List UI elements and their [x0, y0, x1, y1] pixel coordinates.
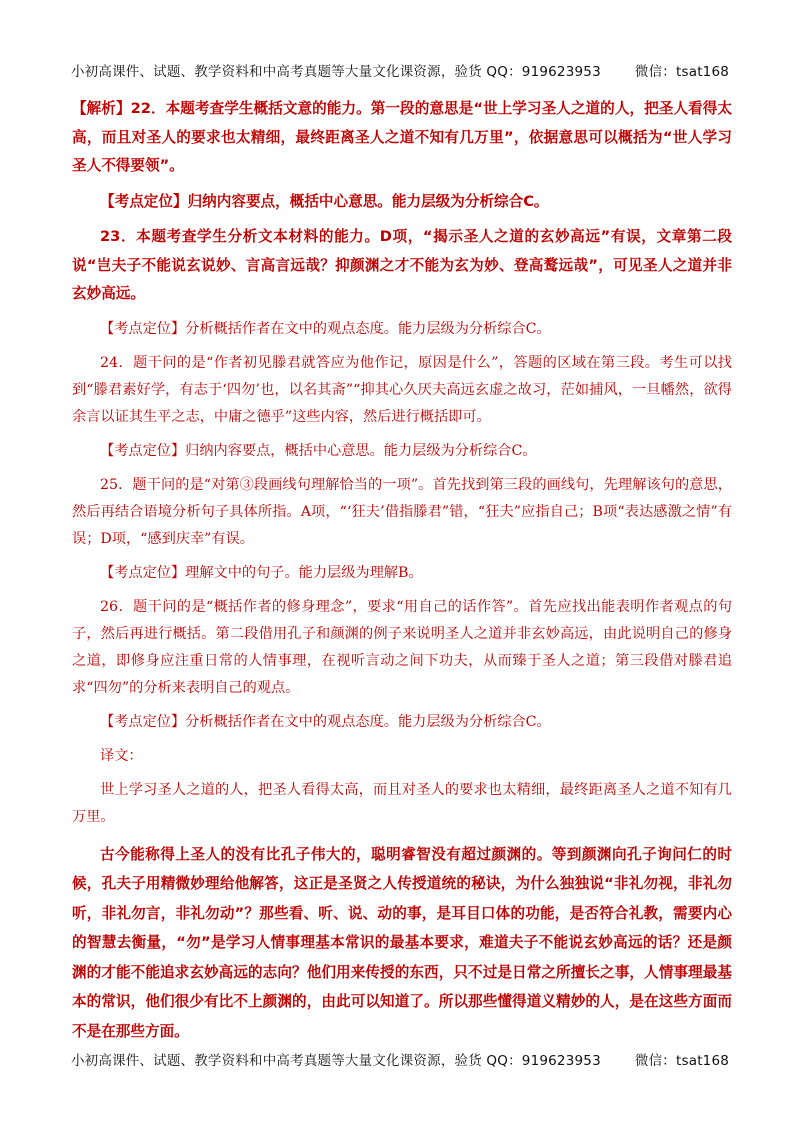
- analysis-26: 26．题干问的是“概括作者的修身理念”，要求“用自己的话作答”。首先应找出能表明作者观点的句子，然后再进行概括。第二段借用孔子和颜渊的例子来说明圣人之道并非玄妙高远，由此说明自己的修身之道，即修身应注重日常的人情事理，在视听言动之间下功夫，从而臻于圣人之道；第三段借对滕君追求“四勿”的分析来表明自己的观点。: [72, 598, 732, 696]
- analysis-22: 【解析】22．本题考查学生概括文意的能力。第一段的意思是“世上学习圣人之道的人，把圣人看得太高，而且对圣人的要求也太精细，最终距离圣人之道不知有几万里”，依据意思可以概括为“世人学习圣人不得要领”。: [72, 100, 732, 174]
- kaodian-25: 【考点定位】理解文中的句子。能力层级为理解B。: [100, 564, 423, 581]
- header-text: 小初高课件、试题、教学资料和中高考真题等大量文化课资源，验货 QQ：919623953: [70, 64, 601, 80]
- kaodian-24: 【考点定位】归纳内容要点，概括中心意思。能力层级为分析综合C。: [100, 442, 537, 459]
- translation-para-2: 古今能称得上圣人的没有比孔子伟大的，聪明睿智没有超过颜渊的。等到颜渊向孔子询问仁的时候，孔夫子用精微妙理给他解答，这正是圣贤之人传授道统的秘诀，为什么独独说“非礼勿视，非礼勿听，非礼勿言，非礼勿动”？那些看、听、说、动的事，是耳目口体的功能，是否符合礼教，需要内心的智慧去衡量，“勿”是学习人情事理基本常识的最基本要求，难道夫子不能说玄妙高远的话？还是颜渊的才能不能追求玄妙高远的志向？他们用来传授的东西，只不过是日常之所擅长之事，人情事理最基本的常识，他们很少有比不上颜渊的，由此可以知道了。所以那些懂得道义精妙的人，是在这些方面而不是在那些方面。: [72, 845, 732, 1040]
- translation-para-1: 世上学习圣人之道的人，把圣人看得太高，而且对圣人的要求也太精细，最终距离圣人之道不知有几万里。: [72, 781, 732, 825]
- kaodian-26: 【考点定位】分析概括作者在文中的观点态度。能力层级为分析综合C。: [100, 713, 551, 730]
- translation-label: 译文：: [100, 747, 143, 764]
- footer-wechat: 微信：tsat168: [634, 1053, 730, 1069]
- page-header: [0, 60, 800, 80]
- page-footer: [0, 1049, 800, 1069]
- header-wechat: 微信：tsat168: [634, 64, 730, 80]
- kaodian-22: 【考点定位】归纳内容要点，概括中心意思。能力层级为分析综合C。: [100, 192, 549, 210]
- analysis-25: 25．题干问的是“对第③段画线句理解恰当的一项”。首先找到第三段的画线句，先理解该句的意思，然后再结合语境分析句子具体所指。A项，“‘狂夫’借指滕君”错，“狂夫”应指自己；B项“表达感激之情”有误；D项，“感到庆幸”有误。: [72, 476, 732, 547]
- analysis-24: 24．题干问的是“作者初见滕君就答应为他作记，原因是什么”，答题的区域在第三段。考生可以找到“滕君素好学，有志于‘四勿’也，以名其斋”“抑其心久厌夫高远玄虚之故习，茫如捕风，一旦幡然，欲得余言以证其生平之志，中庸之德乎”这些内容，然后进行概括即可。: [72, 354, 732, 425]
- footer-text: 小初高课件、试题、教学资料和中高考真题等大量文化课资源，验货 QQ：919623953: [70, 1053, 601, 1069]
- analysis-23: 23．本题考查学生分析文本材料的能力。D项，“揭示圣人之道的玄妙高远”有误，文章第二段说“岂夫子不能说玄说妙、言高言远哉？抑颜渊之才不能为玄为妙、登高鹜远哉”，可见圣人之道并非玄妙高远。: [72, 228, 732, 302]
- kaodian-23: 【考点定位】分析概括作者在文中的观点态度。能力层级为分析综合C。: [100, 320, 551, 337]
- document-body: [72, 95, 732, 1046]
